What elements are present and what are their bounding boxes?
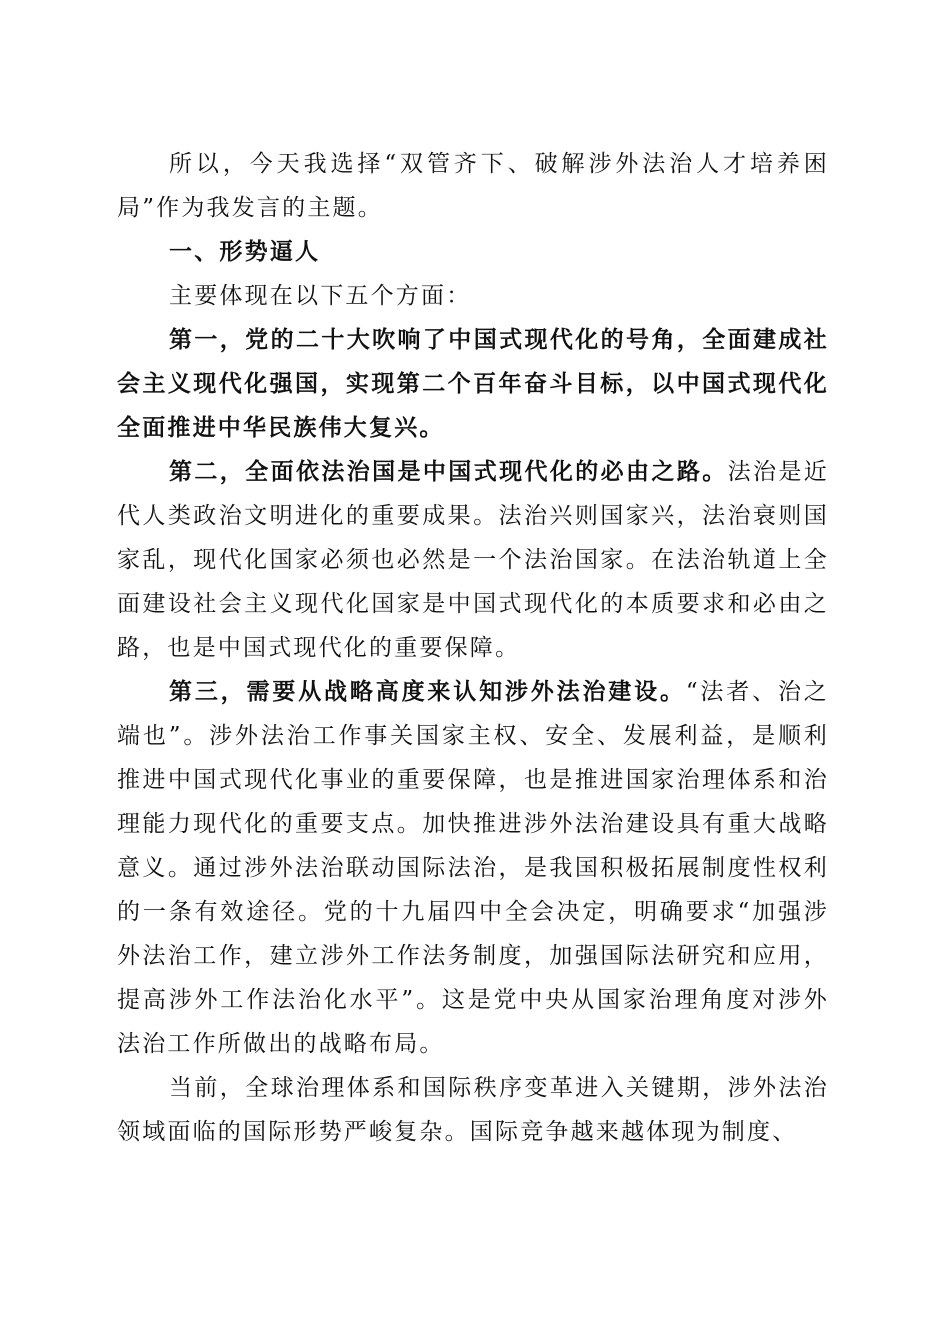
section-heading: 一、形势逼人 bbox=[169, 239, 321, 265]
summary-paragraph: 主要体现在以下五个方面： bbox=[169, 283, 472, 309]
closing-paragraph: 当前，全球治理体系和国际秩序变革进入关键期，涉外法治领域面临的国际形势严峻复杂。国际竞争越来越体现为制度、 bbox=[117, 1075, 829, 1145]
point-one-paragraph: 第一，党的二十大吹响了中国式现代化的号角，全面建成社会主义现代化强国，实现第二个百年奋斗目标，以中国式现代化全面推进中华民族伟大复兴。 bbox=[117, 327, 829, 441]
intro-paragraph: 所以，今天我选择“双管齐下、破解涉外法治人才培养困局”作为我发言的主题。 bbox=[117, 151, 829, 221]
point-two-paragraph bbox=[117, 450, 829, 670]
point-three-lead: 第三，需要从战略高度来认知涉外法治建设。 bbox=[169, 679, 686, 705]
point-two-body: 法治是近代人类政治文明进化的重要成果。法治兴则国家兴，法治衰则国家乱，现代化国家必须也必然是一个法治国家。在法治轨道上全面建设社会主义现代化国家是中国式现代化的本质要求和必由之路，也是中国式现代化的重要保障。 bbox=[117, 459, 829, 661]
point-three-body: “法者、治之端也”。涉外法治工作事关国家主权、安全、发展利益，是顺利推进中国式现代化事业的重要保障，也是推进国家治理体系和治理能力现代化的重要支点。加快推进涉外法治建设具有重大战略意义。通过涉外法治联动国际法治，是我国积极拓展制度性权利的一条有效途径。党的十九届四中全会决定，明确要求“加强涉外法治工作，建立涉外工作法务制度，加强国际法研究和应用，提高涉外工作法治化水平”。这是党中央从国家治理角度对涉外法治工作所做出的战略布局。 bbox=[117, 679, 829, 1057]
point-two-lead: 第二，全面依法治国是中国式现代化的必由之路。 bbox=[169, 459, 728, 485]
document-body bbox=[117, 142, 829, 1154]
point-three-paragraph bbox=[117, 670, 829, 1066]
